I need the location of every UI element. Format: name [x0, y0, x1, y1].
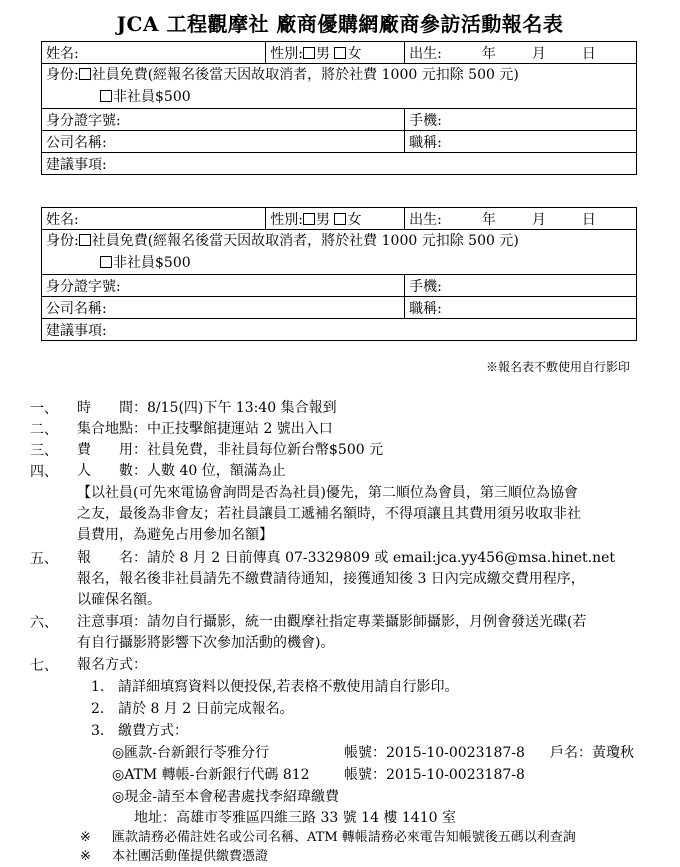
non-member-checkbox[interactable] — [100, 90, 112, 102]
item-number: 二、 — [30, 422, 58, 438]
company-field[interactable]: 公司名稱: — [42, 297, 405, 319]
id-number-field[interactable]: 身分證字號: — [42, 109, 405, 131]
copy-note: ※報名表不敷使用自行影印 — [485, 360, 630, 374]
name-field[interactable]: 姓名: — [42, 208, 266, 230]
registration-method: 報名方式： — [77, 657, 147, 673]
female-checkbox[interactable] — [334, 213, 346, 225]
non-member-checkbox[interactable] — [100, 256, 112, 268]
registration-line-1: 報 名：請於 8 月 2 日前傳真 07-3329809 或 email:jca.yy456@msa.hinet.net — [77, 550, 616, 566]
notice-line-1: 注意事項：請勿自行攝影，統一由觀摩社指定專業攝影師攝影，月例會發送光碟(若 — [77, 614, 587, 630]
item-number: 六、 — [30, 615, 58, 631]
bank-account: 帳號：2015-10-0023187-8 — [344, 745, 525, 761]
id-number-field[interactable]: 身分證字號: — [42, 275, 405, 297]
identity-field: 身份: 社員免費(經報名後當天因故取消者，將於社費 1000 元扣除 500 元) 非社員$500 — [42, 64, 637, 109]
footnote-mark: ※ — [80, 830, 91, 845]
bank-transfer-method: ◎匯款-台新銀行苓雅分行 — [112, 745, 269, 761]
job-title-field[interactable]: 職稱: — [405, 131, 637, 153]
step-text: 請詳細填寫資料以便投保,若表格不敷使用請自行影印。 — [118, 679, 459, 695]
item-location: 集合地點：中正技擊館捷運站 2 號出入口 — [77, 421, 333, 437]
member-checkbox[interactable] — [79, 68, 91, 80]
item-number: 三、 — [30, 443, 58, 459]
registration-line-2: 報名，報名後非社員請先不繳費請待通知，接獲通知後 3 日內完成繳交費用程序， — [77, 571, 585, 587]
suggestion-field[interactable]: 建議事項: — [42, 153, 637, 175]
item-number: 五、 — [30, 551, 58, 567]
item-time: 時 間：8/15(四)下午 13:40 集合報到 — [77, 400, 337, 416]
priority-note-line-3: 員費用，為避免占用參加名額】 — [77, 527, 273, 543]
step-text: 請於 8 月 2 日前完成報名。 — [118, 701, 294, 717]
step-text: 繳費方式： — [118, 723, 188, 739]
registration-line-3: 以確保名額。 — [77, 592, 161, 608]
step-number: 3. — [91, 723, 105, 739]
job-title-field[interactable]: 職稱: — [405, 297, 637, 319]
footnote-mark: ※ — [80, 849, 91, 864]
address: 地址：高雄市苓雅區四維三路 33 號 14 樓 1410 室 — [134, 810, 456, 826]
company-field[interactable]: 公司名稱: — [42, 131, 405, 153]
step-number: 2. — [91, 701, 105, 717]
step-number: 1. — [91, 679, 105, 695]
form-title: JCA 工程觀摩社 廠商優購網廠商參訪活動報名表 — [116, 12, 564, 36]
cash-payment: ◎現金-請至本會秘書處找李紹瑋繳費 — [112, 789, 339, 805]
birth-field[interactable]: 出生: 年 月 日 — [405, 42, 637, 64]
notice-line-2: 有自行攝影將影響下次參加活動的機會)。 — [77, 635, 335, 651]
priority-note-line-2: 之友，最後為非會友；若社員讓員工遞補名額時，不得項讓且其費用須另收取非社 — [77, 506, 581, 522]
item-number: 四、 — [30, 464, 58, 480]
suggestion-field[interactable]: 建議事項: — [42, 319, 637, 341]
registration-form-2 — [41, 207, 637, 341]
item-fee: 費 用：社員免費，非社員每位新台幣$500 元 — [77, 442, 384, 458]
registration-form-1 — [41, 41, 637, 175]
member-checkbox[interactable] — [79, 234, 91, 246]
footnote-receipt: 本社團活動僅提供繳費憑證 — [112, 849, 269, 864]
male-checkbox[interactable] — [303, 47, 315, 59]
item-number: 七、 — [30, 658, 58, 674]
item-capacity: 人 數：人數 40 位，額滿為止 — [77, 463, 286, 479]
footnote-remittance: 匯款請務必備註姓名或公司名稱、ATM 轉帳請務必來電告知帳號後五碼以利查詢 — [112, 830, 576, 845]
atm-transfer-method: ◎ATM 轉帳-台新銀行代碼 812 — [112, 767, 310, 783]
identity-field: 身份: 社員免費(經報名後當天因故取消者，將於社費 1000 元扣除 500 元) 非社員$500 — [42, 230, 637, 275]
female-checkbox[interactable] — [334, 47, 346, 59]
birth-field[interactable]: 出生: 年 月 日 — [405, 208, 637, 230]
gender-field[interactable]: 性別: 男 女 — [266, 208, 405, 230]
gender-field[interactable]: 性別: 男 女 — [266, 42, 405, 64]
item-number: 一、 — [30, 401, 58, 417]
account-holder: 戶名：黃瓊秋 — [550, 745, 634, 761]
atm-account: 帳號：2015-10-0023187-8 — [344, 767, 525, 783]
mobile-field[interactable]: 手機: — [405, 109, 637, 131]
male-checkbox[interactable] — [303, 213, 315, 225]
mobile-field[interactable]: 手機: — [405, 275, 637, 297]
priority-note-line-1: 【以社員(可先來電協會詢問是否為社員)優先，第二順位為會員，第三順位為協會 — [77, 485, 578, 501]
name-field[interactable]: 姓名: — [42, 42, 266, 64]
